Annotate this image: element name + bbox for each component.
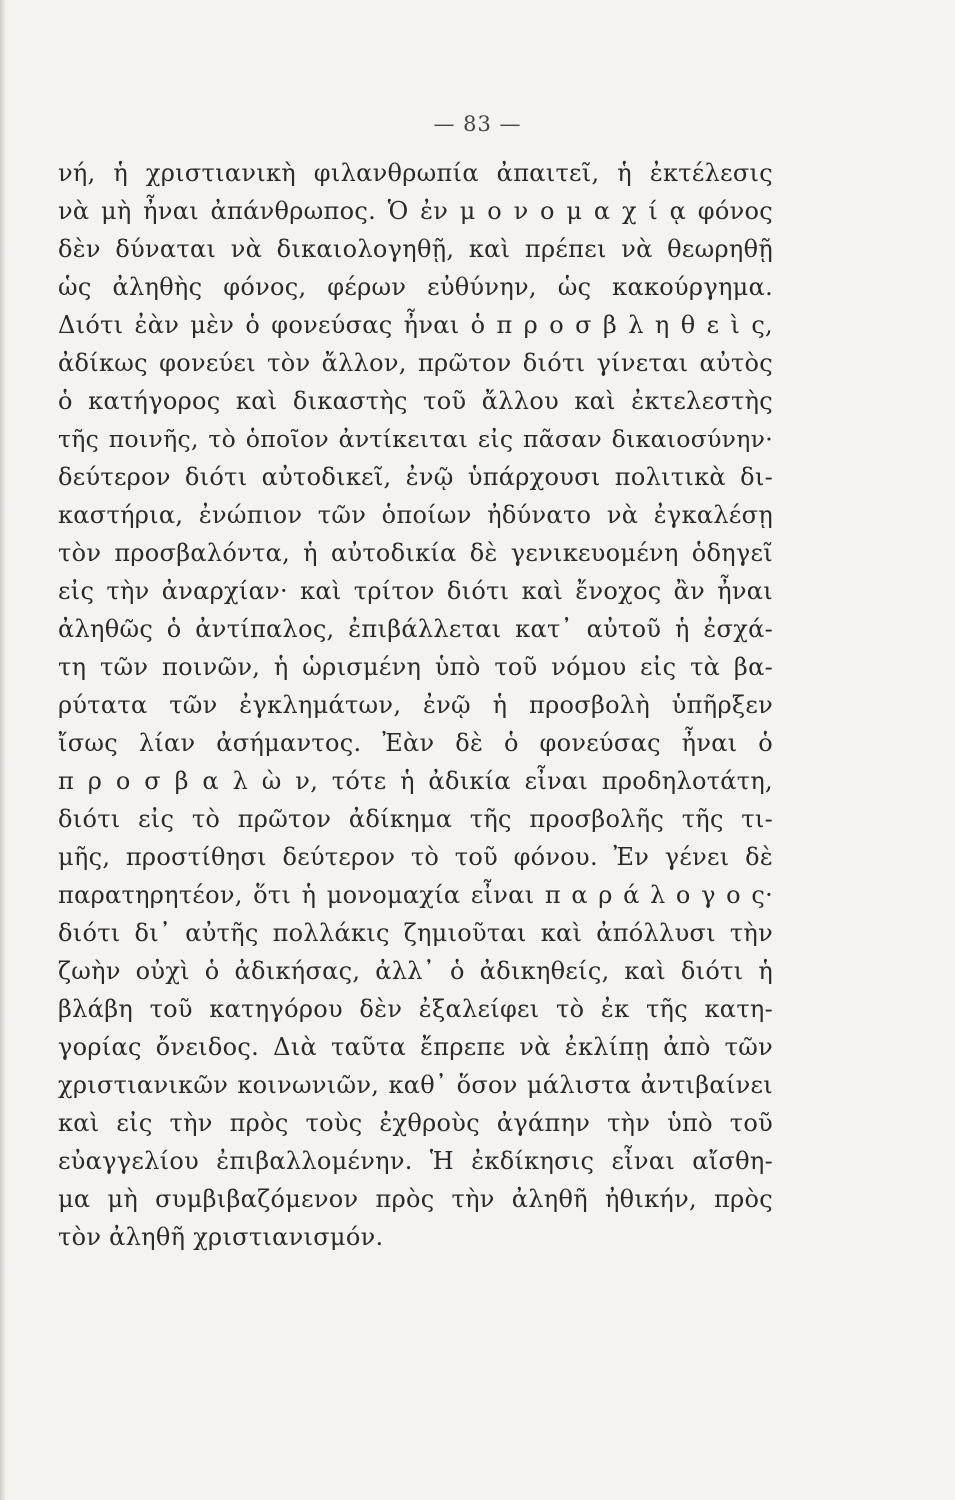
text-line: τὸν προσβαλόντα, ἡ αὐτοδικία δὲ γενικευομένη ὁδηγεῖ bbox=[58, 539, 773, 567]
text-line: δὲν δύναται νὰ δικαιολογηθῇ, καὶ πρέπει νὰ θεωρηθῇ bbox=[58, 235, 773, 263]
text-line-last: τὸν ἀληθῆ χριστιανισμόν. bbox=[58, 1223, 384, 1251]
text-line: ἀδίκως φονεύει τὸν ἄλλον, πρῶτον διότι γίνεται αὐτὸς bbox=[58, 349, 773, 377]
text-line: καὶ εἰς τὴν πρὸς τοὺς ἐχθροὺς ἀγάπην τὴν ὑπὸ τοῦ bbox=[58, 1109, 773, 1137]
text-line: εἰς τὴν ἀναρχίαν· καὶ τρίτον διότι καὶ ἔνοχος ἂν ἦναι bbox=[58, 577, 773, 605]
body-text bbox=[58, 154, 773, 1256]
text-line: διότι εἰς τὸ πρῶτον ἀδίκημα τῆς προσβολῆς τῆς τι- bbox=[58, 805, 773, 833]
text-line: ὁ κατήγορος καὶ δικαστὴς τοῦ ἄλλου καὶ ἐκτελεστὴς bbox=[58, 387, 773, 415]
text-line: γορίας ὄνειδος. Διὰ ταῦτα ἔπρεπε νὰ ἐκλίπῃ ἀπὸ τῶν bbox=[58, 1033, 773, 1061]
text-line: βλάβη τοῦ κατηγόρου δὲν ἐξαλείφει τὸ ἐκ τῆς κατη- bbox=[58, 995, 773, 1023]
text-line: ζωὴν οὐχὶ ὁ ἀδικήσας, ἀλλ᾿ ὁ ἀδικηθείς, καὶ διότι ἡ bbox=[58, 957, 773, 985]
text-line: χριστιανικῶν κοινωνιῶν, καθ᾿ ὅσον μάλιστα ἀντιβαίνει bbox=[58, 1071, 773, 1099]
text-line: δεύτερον διότι αὐτοδικεῖ, ἐνῷ ὑπάρχουσι πολιτικὰ δι- bbox=[58, 463, 773, 491]
text-line: ἴσως λίαν ἀσήμαντος. Ἐὰν δὲ ὁ φονεύσας ἦναι ὁ bbox=[58, 729, 773, 757]
text-line: ὡς ἀληθὴς φόνος, φέρων εὐθύνην, ὡς κακούργημα. bbox=[58, 273, 773, 301]
text-line: καστήρια, ἐνώπιον τῶν ὁποίων ἠδύνατο νὰ ἐγκαλέσῃ bbox=[58, 501, 773, 529]
text-line: νὰ μὴ ἦναι ἀπάνθρωπος. Ὁ ἐν μ ο ν ο μ α χ ί ᾳ φόνος bbox=[58, 197, 773, 225]
text-line: ἀληθῶς ὁ ἀντίπαλος, ἐπιβάλλεται κατ᾿ αὐτοῦ ἡ ἐσχά- bbox=[58, 615, 773, 643]
text-line: διότι δι᾿ αὐτῆς πολλάκις ζημιοῦται καὶ ἀπόλλυσι τὴν bbox=[58, 919, 773, 947]
text-line: τη τῶν ποινῶν, ἡ ὡρισμένη ὑπὸ τοῦ νόμου εἰς τὰ βα- bbox=[58, 653, 773, 681]
text-line: ρύτατα τῶν ἐγκλημάτων, ἐνῷ ἡ προσβολὴ ὑπῆρξεν bbox=[58, 691, 773, 719]
text-line: νή, ἡ χριστιανικὴ φιλανθρωπία ἀπαιτεῖ, ἡ ἐκτέλεσις bbox=[58, 159, 773, 187]
text-line: μῆς, προστίθησι δεύτερον τὸ τοῦ φόνου. Ἐν γένει δὲ bbox=[58, 843, 773, 871]
text-line: μα μὴ συμβιβαζόμενον πρὸς τὴν ἀληθῆ ἠθικήν, πρὸς bbox=[58, 1185, 773, 1213]
text-line: τῆς ποινῆς, τὸ ὁποῖον ἀντίκειται εἰς πᾶσαν δικαιοσύνην· bbox=[58, 425, 773, 453]
text-line: εὐαγγελίου ἐπιβαλλομένην. Ἡ ἐκδίκησις εἶναι αἴσθη- bbox=[58, 1147, 773, 1175]
text-line: π ρ ο σ β α λ ὼ ν, τότε ἡ ἀδικία εἶναι προδηλοτάτη, bbox=[58, 767, 773, 795]
text-line: Διότι ἐὰν μὲν ὁ φονεύσας ἦναι ὁ π ρ ο σ β λ η θ ε ὶ ς, bbox=[58, 311, 773, 339]
page-edge-shadow bbox=[0, 0, 6, 1500]
text-line: παρατηρητέον, ὅτι ἡ μονομαχία εἶναι π α ρ ά λ ο γ ο ς· bbox=[58, 881, 773, 909]
page-number: — 83 — bbox=[433, 112, 522, 136]
